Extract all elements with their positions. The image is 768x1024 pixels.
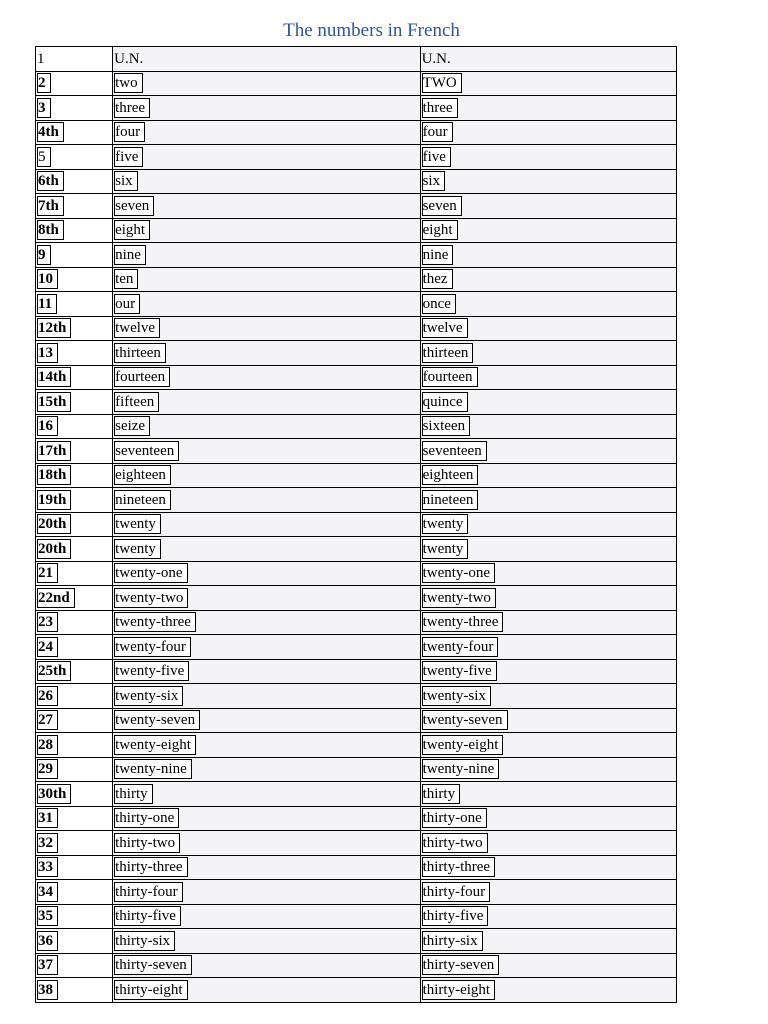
english-word-text: thirty-five bbox=[114, 906, 181, 926]
number-text: 34 bbox=[37, 882, 58, 902]
number-text: 15th bbox=[37, 392, 71, 412]
french-word-text: sixteen bbox=[422, 416, 471, 436]
english-word-cell bbox=[113, 292, 420, 317]
number-cell bbox=[36, 218, 113, 243]
table-row bbox=[36, 341, 677, 366]
french-word-text: twenty-nine bbox=[422, 759, 500, 779]
number-text: 35 bbox=[37, 906, 58, 926]
english-word-cell bbox=[113, 145, 420, 170]
table-row bbox=[36, 904, 677, 929]
english-word-text: twenty-six bbox=[114, 686, 183, 706]
french-word-text: twenty-one bbox=[422, 563, 495, 583]
english-word-text: nineteen bbox=[114, 490, 171, 510]
english-word-cell bbox=[113, 855, 420, 880]
english-word-cell bbox=[113, 267, 420, 292]
number-text: 20th bbox=[37, 539, 71, 559]
french-word-cell bbox=[420, 978, 676, 1003]
number-text: 25th bbox=[37, 661, 71, 681]
french-word-text: thirty bbox=[422, 784, 461, 804]
english-word-cell bbox=[113, 635, 420, 660]
english-word-text: three bbox=[114, 98, 150, 118]
number-cell bbox=[36, 782, 113, 807]
english-word-cell bbox=[113, 71, 420, 96]
number-cell bbox=[36, 47, 113, 72]
french-word-text: twenty-seven bbox=[422, 710, 508, 730]
french-word-text: thirty-five bbox=[422, 906, 489, 926]
number-text: 18th bbox=[37, 465, 71, 485]
number-text: 33 bbox=[37, 857, 58, 877]
english-word-cell bbox=[113, 414, 420, 439]
table-row bbox=[36, 316, 677, 341]
number-cell bbox=[36, 463, 113, 488]
table-row bbox=[36, 806, 677, 831]
number-text: 26 bbox=[37, 686, 58, 706]
french-word-text: U.N. bbox=[421, 50, 451, 67]
english-word-cell bbox=[113, 806, 420, 831]
english-word-text: twenty-two bbox=[114, 588, 188, 608]
number-cell bbox=[36, 561, 113, 586]
french-word-text: twenty-three bbox=[422, 612, 504, 632]
number-text: 27 bbox=[37, 710, 58, 730]
number-cell bbox=[36, 929, 113, 954]
french-word-text: twenty-two bbox=[422, 588, 496, 608]
french-word-text: eight bbox=[422, 220, 458, 240]
table-row bbox=[36, 71, 677, 96]
number-cell bbox=[36, 855, 113, 880]
number-cell bbox=[36, 586, 113, 611]
french-word-cell bbox=[420, 390, 676, 415]
french-word-text: twenty bbox=[422, 539, 469, 559]
number-text: 24 bbox=[37, 637, 58, 657]
english-word-cell bbox=[113, 537, 420, 562]
french-word-text: nine bbox=[422, 245, 454, 265]
french-word-text: thirty-seven bbox=[422, 955, 500, 975]
table-row bbox=[36, 365, 677, 390]
english-word-cell bbox=[113, 218, 420, 243]
page-title: The numbers in French bbox=[283, 20, 460, 41]
number-text: 5 bbox=[37, 147, 51, 167]
english-word-cell bbox=[113, 243, 420, 268]
french-word-text: thirty-four bbox=[422, 882, 490, 902]
french-word-text: thirty-three bbox=[422, 857, 495, 877]
table-row bbox=[36, 708, 677, 733]
table-row bbox=[36, 169, 677, 194]
table-row bbox=[36, 243, 677, 268]
french-word-text: four bbox=[422, 122, 453, 142]
table-row bbox=[36, 978, 677, 1003]
french-word-cell bbox=[420, 341, 676, 366]
french-word-cell bbox=[420, 855, 676, 880]
french-word-cell bbox=[420, 659, 676, 684]
french-word-cell bbox=[420, 806, 676, 831]
number-cell bbox=[36, 953, 113, 978]
french-word-text: twenty-six bbox=[422, 686, 491, 706]
number-cell bbox=[36, 390, 113, 415]
french-word-cell bbox=[420, 120, 676, 145]
table-row bbox=[36, 635, 677, 660]
english-word-text: eighteen bbox=[114, 465, 171, 485]
number-text: 16 bbox=[37, 416, 58, 436]
table-row bbox=[36, 733, 677, 758]
number-cell bbox=[36, 610, 113, 635]
english-word-text: twenty-nine bbox=[114, 759, 192, 779]
number-text: 38 bbox=[37, 980, 58, 1000]
number-text: 36 bbox=[37, 931, 58, 951]
french-word-text: twenty-five bbox=[422, 661, 497, 681]
number-cell bbox=[36, 488, 113, 513]
number-cell bbox=[36, 292, 113, 317]
french-word-cell bbox=[420, 904, 676, 929]
table-row bbox=[36, 439, 677, 464]
french-word-cell bbox=[420, 733, 676, 758]
number-cell bbox=[36, 414, 113, 439]
table-row bbox=[36, 96, 677, 121]
number-text: 1 bbox=[37, 50, 45, 67]
number-cell bbox=[36, 880, 113, 905]
number-text: 6th bbox=[37, 171, 64, 191]
french-word-cell bbox=[420, 292, 676, 317]
english-word-text: our bbox=[114, 294, 140, 314]
french-word-text: fourteen bbox=[422, 367, 478, 387]
english-word-cell bbox=[113, 733, 420, 758]
english-word-cell bbox=[113, 316, 420, 341]
english-word-text: thirty bbox=[114, 784, 153, 804]
number-text: 28 bbox=[37, 735, 58, 755]
table-row bbox=[36, 610, 677, 635]
number-cell bbox=[36, 635, 113, 660]
table-row bbox=[36, 47, 677, 72]
french-word-cell bbox=[420, 194, 676, 219]
english-word-text: thirty-one bbox=[114, 808, 179, 828]
english-word-cell bbox=[113, 512, 420, 537]
number-cell bbox=[36, 267, 113, 292]
table-row bbox=[36, 267, 677, 292]
table-row bbox=[36, 782, 677, 807]
table-row bbox=[36, 120, 677, 145]
french-word-cell bbox=[420, 414, 676, 439]
english-word-text: twenty-one bbox=[114, 563, 187, 583]
french-word-cell bbox=[420, 145, 676, 170]
english-word-cell bbox=[113, 953, 420, 978]
french-word-text: thirteen bbox=[422, 343, 474, 363]
number-text: 3 bbox=[37, 98, 51, 118]
english-word-cell bbox=[113, 463, 420, 488]
english-word-text: thirty-eight bbox=[114, 980, 188, 1000]
english-word-cell bbox=[113, 439, 420, 464]
french-word-text: twenty-eight bbox=[422, 735, 504, 755]
french-word-text: three bbox=[422, 98, 458, 118]
english-word-cell bbox=[113, 586, 420, 611]
french-word-cell bbox=[420, 71, 676, 96]
english-word-text: twenty-eight bbox=[114, 735, 196, 755]
french-word-text: thirty-two bbox=[422, 833, 488, 853]
french-word-cell bbox=[420, 684, 676, 709]
english-word-cell bbox=[113, 757, 420, 782]
number-text: 11 bbox=[37, 294, 57, 314]
english-word-text: seize bbox=[114, 416, 150, 436]
english-word-cell bbox=[113, 390, 420, 415]
number-text: 30th bbox=[37, 784, 71, 804]
english-word-text: ten bbox=[114, 269, 138, 289]
number-text: 14th bbox=[37, 367, 71, 387]
english-word-text: eight bbox=[114, 220, 150, 240]
table-row bbox=[36, 929, 677, 954]
french-word-cell bbox=[420, 586, 676, 611]
french-word-cell bbox=[420, 439, 676, 464]
number-cell bbox=[36, 904, 113, 929]
french-word-cell bbox=[420, 365, 676, 390]
number-cell bbox=[36, 708, 113, 733]
english-word-text: four bbox=[114, 122, 145, 142]
english-word-text: twenty-seven bbox=[114, 710, 200, 730]
french-word-cell bbox=[420, 243, 676, 268]
table-row bbox=[36, 145, 677, 170]
table-row bbox=[36, 512, 677, 537]
english-word-text: thirty-seven bbox=[114, 955, 192, 975]
english-word-text: two bbox=[114, 73, 143, 93]
number-text: 21 bbox=[37, 563, 58, 583]
number-text: 29 bbox=[37, 759, 58, 779]
table-row bbox=[36, 488, 677, 513]
number-text: 37 bbox=[37, 955, 58, 975]
english-word-text: twenty-three bbox=[114, 612, 196, 632]
french-word-text: eighteen bbox=[422, 465, 479, 485]
table-row bbox=[36, 757, 677, 782]
number-text: 8th bbox=[37, 220, 64, 240]
french-word-cell bbox=[420, 757, 676, 782]
number-cell bbox=[36, 733, 113, 758]
english-word-cell bbox=[113, 782, 420, 807]
english-word-cell bbox=[113, 929, 420, 954]
french-word-text: TWO bbox=[422, 73, 462, 93]
number-text: 23 bbox=[37, 612, 58, 632]
french-word-text: thirty-six bbox=[422, 931, 483, 951]
english-word-cell bbox=[113, 610, 420, 635]
table-row bbox=[36, 463, 677, 488]
english-word-text: fifteen bbox=[114, 392, 159, 412]
french-word-text: seven bbox=[422, 196, 462, 216]
english-word-text: twelve bbox=[114, 318, 160, 338]
table-row bbox=[36, 880, 677, 905]
number-cell bbox=[36, 120, 113, 145]
table-row bbox=[36, 586, 677, 611]
english-word-cell bbox=[113, 684, 420, 709]
english-word-cell bbox=[113, 47, 420, 72]
english-word-text: thirty-six bbox=[114, 931, 175, 951]
french-word-cell bbox=[420, 96, 676, 121]
french-word-cell bbox=[420, 169, 676, 194]
table-row bbox=[36, 292, 677, 317]
number-cell bbox=[36, 71, 113, 96]
french-word-text: nineteen bbox=[422, 490, 479, 510]
number-text: 12th bbox=[37, 318, 71, 338]
english-word-cell bbox=[113, 978, 420, 1003]
french-word-text: thirty-eight bbox=[422, 980, 496, 1000]
french-word-cell bbox=[420, 47, 676, 72]
table-row bbox=[36, 831, 677, 856]
english-word-cell bbox=[113, 904, 420, 929]
number-text: 10 bbox=[37, 269, 58, 289]
french-word-cell bbox=[420, 610, 676, 635]
table-row bbox=[36, 855, 677, 880]
french-word-cell bbox=[420, 218, 676, 243]
english-word-text: twenty-five bbox=[114, 661, 189, 681]
french-word-cell bbox=[420, 635, 676, 660]
french-word-text: once bbox=[422, 294, 456, 314]
number-cell bbox=[36, 316, 113, 341]
french-word-cell bbox=[420, 267, 676, 292]
english-word-cell bbox=[113, 365, 420, 390]
french-word-cell bbox=[420, 316, 676, 341]
number-cell bbox=[36, 243, 113, 268]
table-row bbox=[36, 390, 677, 415]
english-word-text: thirteen bbox=[114, 343, 166, 363]
english-word-text: thirty-three bbox=[114, 857, 187, 877]
english-word-text: thirty-two bbox=[114, 833, 180, 853]
french-word-cell bbox=[420, 537, 676, 562]
english-word-text: twenty-four bbox=[114, 637, 191, 657]
number-cell bbox=[36, 512, 113, 537]
french-word-cell bbox=[420, 463, 676, 488]
number-cell bbox=[36, 341, 113, 366]
french-word-cell bbox=[420, 512, 676, 537]
number-cell bbox=[36, 194, 113, 219]
english-word-cell bbox=[113, 880, 420, 905]
number-cell bbox=[36, 169, 113, 194]
number-text: 32 bbox=[37, 833, 58, 853]
number-text: 17th bbox=[37, 441, 71, 461]
french-word-text: seventeen bbox=[422, 441, 487, 461]
french-word-text: thez bbox=[422, 269, 453, 289]
english-word-cell bbox=[113, 561, 420, 586]
english-word-cell bbox=[113, 659, 420, 684]
french-word-text: thirty-one bbox=[422, 808, 487, 828]
number-text: 22nd bbox=[37, 588, 75, 608]
number-text: 4th bbox=[37, 122, 64, 142]
french-word-text: six bbox=[422, 171, 446, 191]
number-text: 13 bbox=[37, 343, 58, 363]
french-word-cell bbox=[420, 880, 676, 905]
number-text: 20th bbox=[37, 514, 71, 534]
english-word-cell bbox=[113, 488, 420, 513]
table-row bbox=[36, 684, 677, 709]
french-word-text: twelve bbox=[422, 318, 468, 338]
english-word-text: twenty bbox=[114, 539, 161, 559]
number-text: 7th bbox=[37, 196, 64, 216]
table-row bbox=[36, 218, 677, 243]
french-word-text: twenty-four bbox=[422, 637, 499, 657]
english-word-text: twenty bbox=[114, 514, 161, 534]
english-word-text: U.N. bbox=[114, 50, 144, 67]
number-cell bbox=[36, 684, 113, 709]
french-word-cell bbox=[420, 488, 676, 513]
number-cell bbox=[36, 831, 113, 856]
number-text: 2 bbox=[37, 73, 51, 93]
french-word-text: twenty bbox=[422, 514, 469, 534]
number-cell bbox=[36, 659, 113, 684]
number-cell bbox=[36, 365, 113, 390]
french-word-cell bbox=[420, 782, 676, 807]
english-word-cell bbox=[113, 120, 420, 145]
table-row bbox=[36, 194, 677, 219]
numbers-table bbox=[35, 46, 677, 1003]
number-cell bbox=[36, 145, 113, 170]
french-word-text: quince bbox=[422, 392, 468, 412]
english-word-text: seven bbox=[114, 196, 154, 216]
number-cell bbox=[36, 439, 113, 464]
english-word-text: five bbox=[114, 147, 143, 167]
number-text: 31 bbox=[37, 808, 58, 828]
table-row bbox=[36, 537, 677, 562]
number-text: 9 bbox=[37, 245, 51, 265]
number-cell bbox=[36, 806, 113, 831]
number-cell bbox=[36, 757, 113, 782]
numbers-table-body bbox=[36, 47, 677, 1003]
number-cell bbox=[36, 978, 113, 1003]
english-word-cell bbox=[113, 341, 420, 366]
english-word-cell bbox=[113, 708, 420, 733]
french-word-text: five bbox=[422, 147, 451, 167]
french-word-cell bbox=[420, 929, 676, 954]
english-word-cell bbox=[113, 831, 420, 856]
french-word-cell bbox=[420, 561, 676, 586]
number-cell bbox=[36, 537, 113, 562]
english-word-text: seventeen bbox=[114, 441, 179, 461]
english-word-cell bbox=[113, 194, 420, 219]
french-word-cell bbox=[420, 708, 676, 733]
table-row bbox=[36, 953, 677, 978]
table-row bbox=[36, 561, 677, 586]
english-word-cell bbox=[113, 169, 420, 194]
english-word-cell bbox=[113, 96, 420, 121]
french-word-cell bbox=[420, 953, 676, 978]
english-word-text: six bbox=[114, 171, 138, 191]
english-word-text: fourteen bbox=[114, 367, 170, 387]
table-row bbox=[36, 414, 677, 439]
table-row bbox=[36, 659, 677, 684]
english-word-text: nine bbox=[114, 245, 146, 265]
english-word-text: thirty-four bbox=[114, 882, 182, 902]
number-cell bbox=[36, 96, 113, 121]
number-text: 19th bbox=[37, 490, 71, 510]
french-word-cell bbox=[420, 831, 676, 856]
